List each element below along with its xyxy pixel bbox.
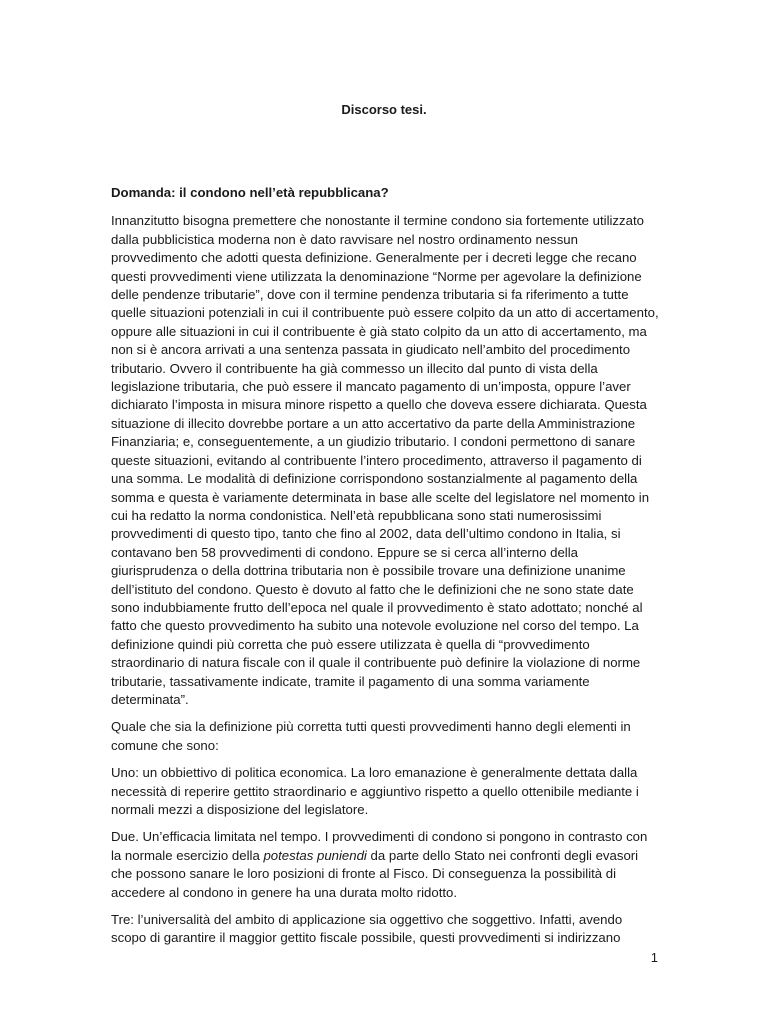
paragraph-point-two <box>111 828 661 902</box>
document-title: Discorso tesi. <box>341 102 427 117</box>
paragraph-point-one: Uno: un obbiettivo di politica economica. La loro emanazione è generalmente dettata dalla necessità di reperire gettito straordinario e aggiuntivo rispetto a quello ottenibile mediante i normali mezzi a disposizione del legislatore. <box>111 765 639 817</box>
paragraph-introduction: Innanzitutto bisogna premettere che nonostante il termine condono sia fortemente utilizzato dalla pubblicistica moderna non è dato ravvisare nel nostro ordinamento nessun provvedimento che adotti questa definizione. Generalmente per i decreti legge che recano questi provvedimenti viene utilizzata la denominazione “Norme per agevolare la definizione delle pendenze tributarie”, dove con il termine pendenza tributaria si fa riferimento a tutte quelle situazioni potenziali in cui il contribuente può essere colpito da un atto di accertamento, oppure alle situazioni in cui il contribuente è già stato colpito da un atto di accertamento, ma non si è ancora arrivati a una sentenza passata in giudicato nell’ambito del procedimento tributario. Ovvero il contribuente ha già commesso un illecito dal punto di vista della legislazione tributaria, che può essere il mancato pagamento di un’imposta, oppure l’aver dichiarato l’imposta in misura minore rispetto a quello che doveva essere dichiarata. Questa situazione di illecito dovrebbe portare a un atto accertativo da parte della Amministrazione Finanziaria; e, conseguentemente, a un giudizio tributario. I condoni permettono di sanare queste situazioni, evitando al contribuente l’intero procedimento, attraverso il pagamento di una somma. Le modalità di definizione corrispondono sostanzialmente al pagamento della somma e questa è variamente determinata in base alle scelte del legislatore nel momento in cui ha redatto la norma condonistica. Nell’età repubblicana sono stati numerosissimi provvedimenti di questo tipo, tanto che fino al 2002, data dell’ultimo condono in Italia, si contavano ben 58 provvedimenti di condono. Eppure se si cerca all’interno della giurisprudenza o della dottrina tributaria non è possibile trovare una definizione unanime dell’istituto del condono. Questo è dovuto al fatto che le definizioni che ne sono state date sono indubbiamente frutto dell’epoca nel quale il provvedimento è stato adottato; nonché al fatto che questo provvedimento ha subito una notevole evoluzione nel corso del tempo. La definizione quindi più corretta che può essere utilizzata è quella di “provvedimento straordinario di natura fiscale con il quale il contribuente può definire la violazione di norme tributarie, tassativamente indicate, tramite il pagamento di una somma variamente determinata”. <box>111 213 659 707</box>
paragraph-point-two-start: Due. Un’efficacia limitata nel tempo. I provvedimenti di condono si pongono in contrasto con la normale esercizio della <box>111 829 648 863</box>
paragraph-point-three: Tre: l’universalità del ambito di applicazione sia oggettivo che soggettivo. Infatti, avendo scopo di garantire il maggior gettito fiscale possibile, questi provvedimenti si indirizzano <box>111 912 623 946</box>
paragraph-common-elements: Quale che sia la definizione più corretta tutti questi provvedimenti hanno degli elementi in comune che sono: <box>111 719 631 753</box>
paragraph-point-two-end: da parte dello Stato nei confronti degli evasori che possono sanare le loro posizioni di fronte al Fisco. Di conseguenza la possibilità di accedere al condono in genere ha una durata molto ridotto. <box>111 847 639 900</box>
page-number: 1 <box>650 950 658 965</box>
potestas-puniendi-italic: potestas puniendi <box>263 847 367 863</box>
question-heading: Domanda: il condono nell’età repubblicana? <box>111 185 389 200</box>
document-body <box>111 184 661 957</box>
